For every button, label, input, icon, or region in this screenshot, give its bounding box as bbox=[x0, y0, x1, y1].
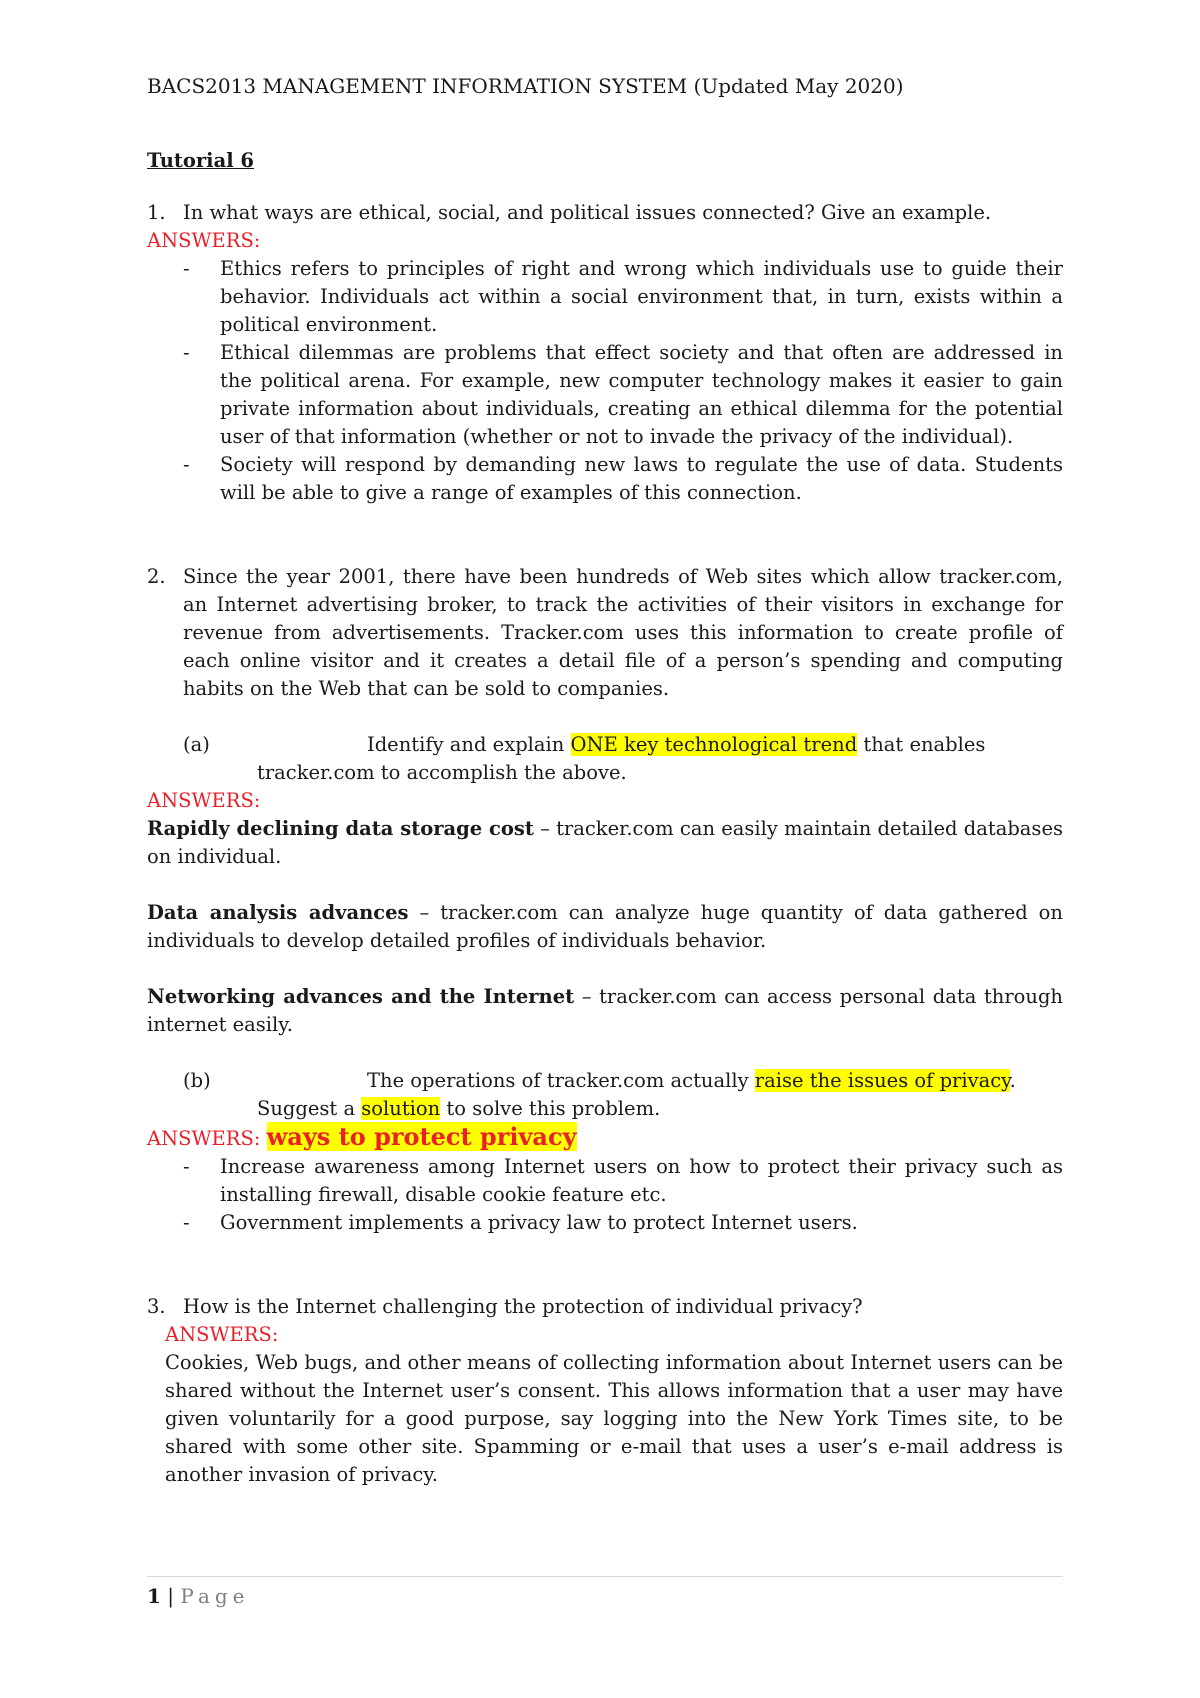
list-item: - Ethics refers to principles of right and wrong which individuals use to guide their behavior. Individuals act within a social environment that, in turn, exists within a political environment. bbox=[183, 257, 1063, 336]
list-item: - Government implements a privacy law to protect Internet users. bbox=[183, 1211, 858, 1234]
list-item: - Increase awareness among Internet users on how to protect their privacy such as installing firewall, disable cookie feature etc. bbox=[183, 1155, 1063, 1206]
list-item: - Ethical dilemmas are problems that effect society and that often are addressed in the political arena. For example, new computer technology makes it easier to gain private information about individuals, creating an ethical dilemma for the potential user of that information (whether or not to invade the privacy of the individual). bbox=[183, 341, 1063, 448]
answer-paragraph: Cookies, Web bugs, and other means of collecting information about Internet users can be shared without the Internet user’s consent. This allows information that a user may have given voluntarily for a good purpose, say logging into the New York Times site, to be shared with some other site. Spamming or e-mail that uses a user’s e-mail address is another invasion of privacy. bbox=[165, 1351, 1063, 1486]
page-body bbox=[147, 147, 1063, 1489]
list-item: - Society will respond by demanding new laws to regulate the use of data. Students will be able to give a range of examples of this connection. bbox=[183, 453, 1063, 504]
question-1 bbox=[147, 199, 1063, 227]
answers-label: ANSWERS: bbox=[147, 789, 261, 812]
sub-question-a bbox=[147, 731, 1063, 759]
sub-question-b bbox=[147, 1067, 1063, 1095]
document-header: BACS2013 MANAGEMENT INFORMATION SYSTEM (Updated May 2020) bbox=[147, 74, 904, 98]
q1-answer-list bbox=[147, 255, 1063, 507]
sub-question-text: Identify and explain ONE key technological trend that enables bbox=[367, 733, 986, 756]
answers-label: ANSWERS: bbox=[147, 229, 261, 252]
sub-question-label: (a) bbox=[183, 733, 210, 756]
sub-question-text: The operations of tracker.com actually raise the issues of privacy. bbox=[367, 1069, 1016, 1092]
footer-separator: | bbox=[167, 1584, 175, 1608]
answer-paragraph: Data analysis advances – tracker.com can analyze huge quantity of data gathered on individuals to develop detailed profiles of individuals behavior. bbox=[147, 901, 1063, 952]
answer-paragraph: Rapidly declining data storage cost – tracker.com can easily maintain detailed databases on individual. bbox=[147, 817, 1063, 868]
question-number: 3. bbox=[147, 1295, 166, 1318]
sub-question-continuation: tracker.com to accomplish the above. bbox=[257, 761, 627, 784]
answer-heading: ways to protect privacy bbox=[266, 1122, 577, 1151]
question-2 bbox=[147, 563, 1063, 703]
question-text: In what ways are ethical, social, and political issues connected? Give an example. bbox=[183, 201, 992, 224]
footer-divider bbox=[147, 1576, 1063, 1577]
highlighted-text: raise the issues of privacy bbox=[754, 1069, 1010, 1092]
question-3 bbox=[147, 1293, 1063, 1321]
question-number: 1. bbox=[147, 201, 166, 224]
sub-question-label: (b) bbox=[183, 1069, 211, 1092]
sub-question-continuation: Suggest a solution to solve this problem. bbox=[257, 1097, 661, 1120]
question-text: How is the Internet challenging the protection of individual privacy? bbox=[183, 1295, 863, 1318]
highlighted-text: solution bbox=[361, 1097, 441, 1120]
question-text: Since the year 2001, there have been hundreds of Web sites which allow tracker.com, an Internet advertising broker, to track the activities of their visitors in exchange for revenue from advertisements. Tracker.com uses this information to create profile of each online visitor and it creates a detail file of a person’s spending and computing habits on the Web that can be sold to companies. bbox=[183, 565, 1063, 700]
page-title: Tutorial 6 bbox=[147, 149, 254, 172]
page-footer bbox=[147, 1582, 250, 1610]
answers-label: ANSWERS: ways to protect privacy bbox=[147, 1122, 577, 1151]
highlighted-text: ONE key technological trend bbox=[570, 733, 858, 756]
answer-paragraph: Networking advances and the Internet – tracker.com can access personal data through internet easily. bbox=[147, 985, 1063, 1036]
page-number: 1 bbox=[147, 1584, 161, 1608]
q2b-answer-list bbox=[147, 1153, 1063, 1237]
answers-label: ANSWERS: bbox=[165, 1323, 279, 1346]
page-label: Page bbox=[180, 1584, 250, 1608]
question-number: 2. bbox=[147, 565, 166, 588]
